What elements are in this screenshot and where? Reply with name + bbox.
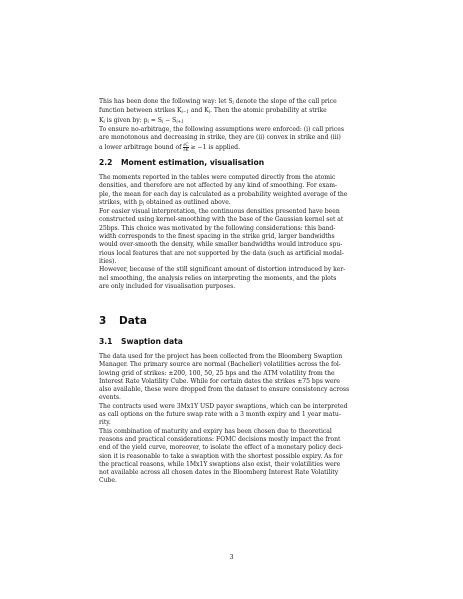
text-line: This has been done the following way: let $S_i$ denote the slope of the call price	[99, 98, 337, 105]
text-line: strikes, with $p_i$ obtained as outlined above.	[99, 198, 231, 206]
subsection-heading-3-1: 3.1 Swaption data	[99, 337, 183, 346]
text-line: width corresponds to the finest spacing in the strike grid, larger bandwidths	[99, 233, 335, 241]
page-number: 3	[229, 553, 234, 561]
text-line: ities).	[99, 257, 117, 265]
section-2-2-body	[99, 174, 367, 291]
text-line: Interest Rate Volatility Cube. While for certain dates the strikes ±75 bps were	[99, 377, 340, 385]
text-line: nel smoothing, the analysis relies on interpreting the moments, and the plots	[99, 274, 337, 282]
text-line: Cube.	[99, 477, 117, 485]
text-line: The data used for the project has been collected from the Bloomberg Swaption	[99, 353, 343, 360]
text-line: the practical reasons, while 1Mx1Y swaptions also exist, their volatilities were	[99, 460, 341, 468]
text-line: To ensure no-arbitrage, the following assumptions were enforced: (i) call prices	[99, 125, 344, 133]
text-line: lowing grid of strikes: ±200, 100, 50, 25 bps and the ATM volatility from the	[99, 369, 335, 377]
text-line: 25bps. This choice was motivated by the following considerations: this band-	[99, 224, 336, 232]
text-line: rious local features that are not supported by the data (such as artificial modal-	[99, 249, 344, 257]
text-line: function between strikes $K_{i-1}$ and $K_i$. Then the atomic probability at strike	[99, 107, 327, 115]
intro-paragraph	[99, 98, 367, 152]
text-line: $K_i$ is given by: $p_i = S_i - S_{i+1}$	[99, 116, 184, 124]
text-line: end of the yield curve, moreover, to isolate the effect of a monetary policy deci-	[99, 444, 344, 452]
text-line: a lower arbitrage bound of $\frac{\partial C}{\partial K}$ ≥ −1 is applied.	[99, 141, 240, 152]
text-line: rity.	[99, 419, 111, 427]
subsection-heading-2-2: 2.2 Moment estimation, visualisation	[99, 158, 265, 167]
text-line: as call options on the future swap rate with a 3 month expiry and 1 year matu-	[99, 411, 341, 419]
section-heading-3: 3 Data	[99, 315, 147, 327]
text-line: The moments reported in the tables were computed directly from the atomic	[99, 174, 336, 181]
text-line: are only included for visualisation purposes.	[99, 282, 236, 290]
text-line: The contracts used were 3Mx1Y USD payer swaptions, which can be interpreted	[99, 402, 348, 410]
section-3-1-body	[99, 353, 367, 486]
text-line: constructed using kernel-smoothing with the base of the Gaussian kernel set at	[99, 216, 344, 224]
text-line: sion it is reasonable to take a swaption with the shortest possible expiry. As for	[99, 452, 343, 460]
text-line: densities, and therefore are not affected by any kind of smoothing. For exam-	[99, 182, 338, 190]
text-line: events.	[99, 394, 121, 402]
text-line: Manager. The primary source are normal (Bachelier) volatilities across the fol-	[99, 361, 341, 369]
text-line: also available, these were dropped from the dataset to ensure consistency across	[99, 386, 350, 394]
text-line: This combination of maturity and expiry has been chosen due to theoretical	[99, 427, 332, 435]
text-line: would over-smooth the density, while smaller bandwidths would introduce spu-	[99, 241, 343, 249]
text-line: reasons and practical considerations: FOMC decisions mostly impact the front	[99, 435, 341, 443]
text-line: For easier visual interpretation, the continuous densities presented have been	[99, 208, 340, 216]
text-line: However, because of the still significant amount of distortion introduced by ker-	[99, 266, 346, 274]
text-line: not available across all chosen dates in the Bloomberg Interest Rate Volatility	[99, 469, 339, 477]
partial-derivative-fraction: $\frac{\partial C}{\partial K}$	[183, 141, 189, 152]
text-line: are monotonous and decreasing in strike, they are (ii) convex in strike and (iii)	[99, 134, 341, 142]
text-line: ple, the mean for each day is calculated as a probability weighted average of the	[99, 190, 348, 198]
